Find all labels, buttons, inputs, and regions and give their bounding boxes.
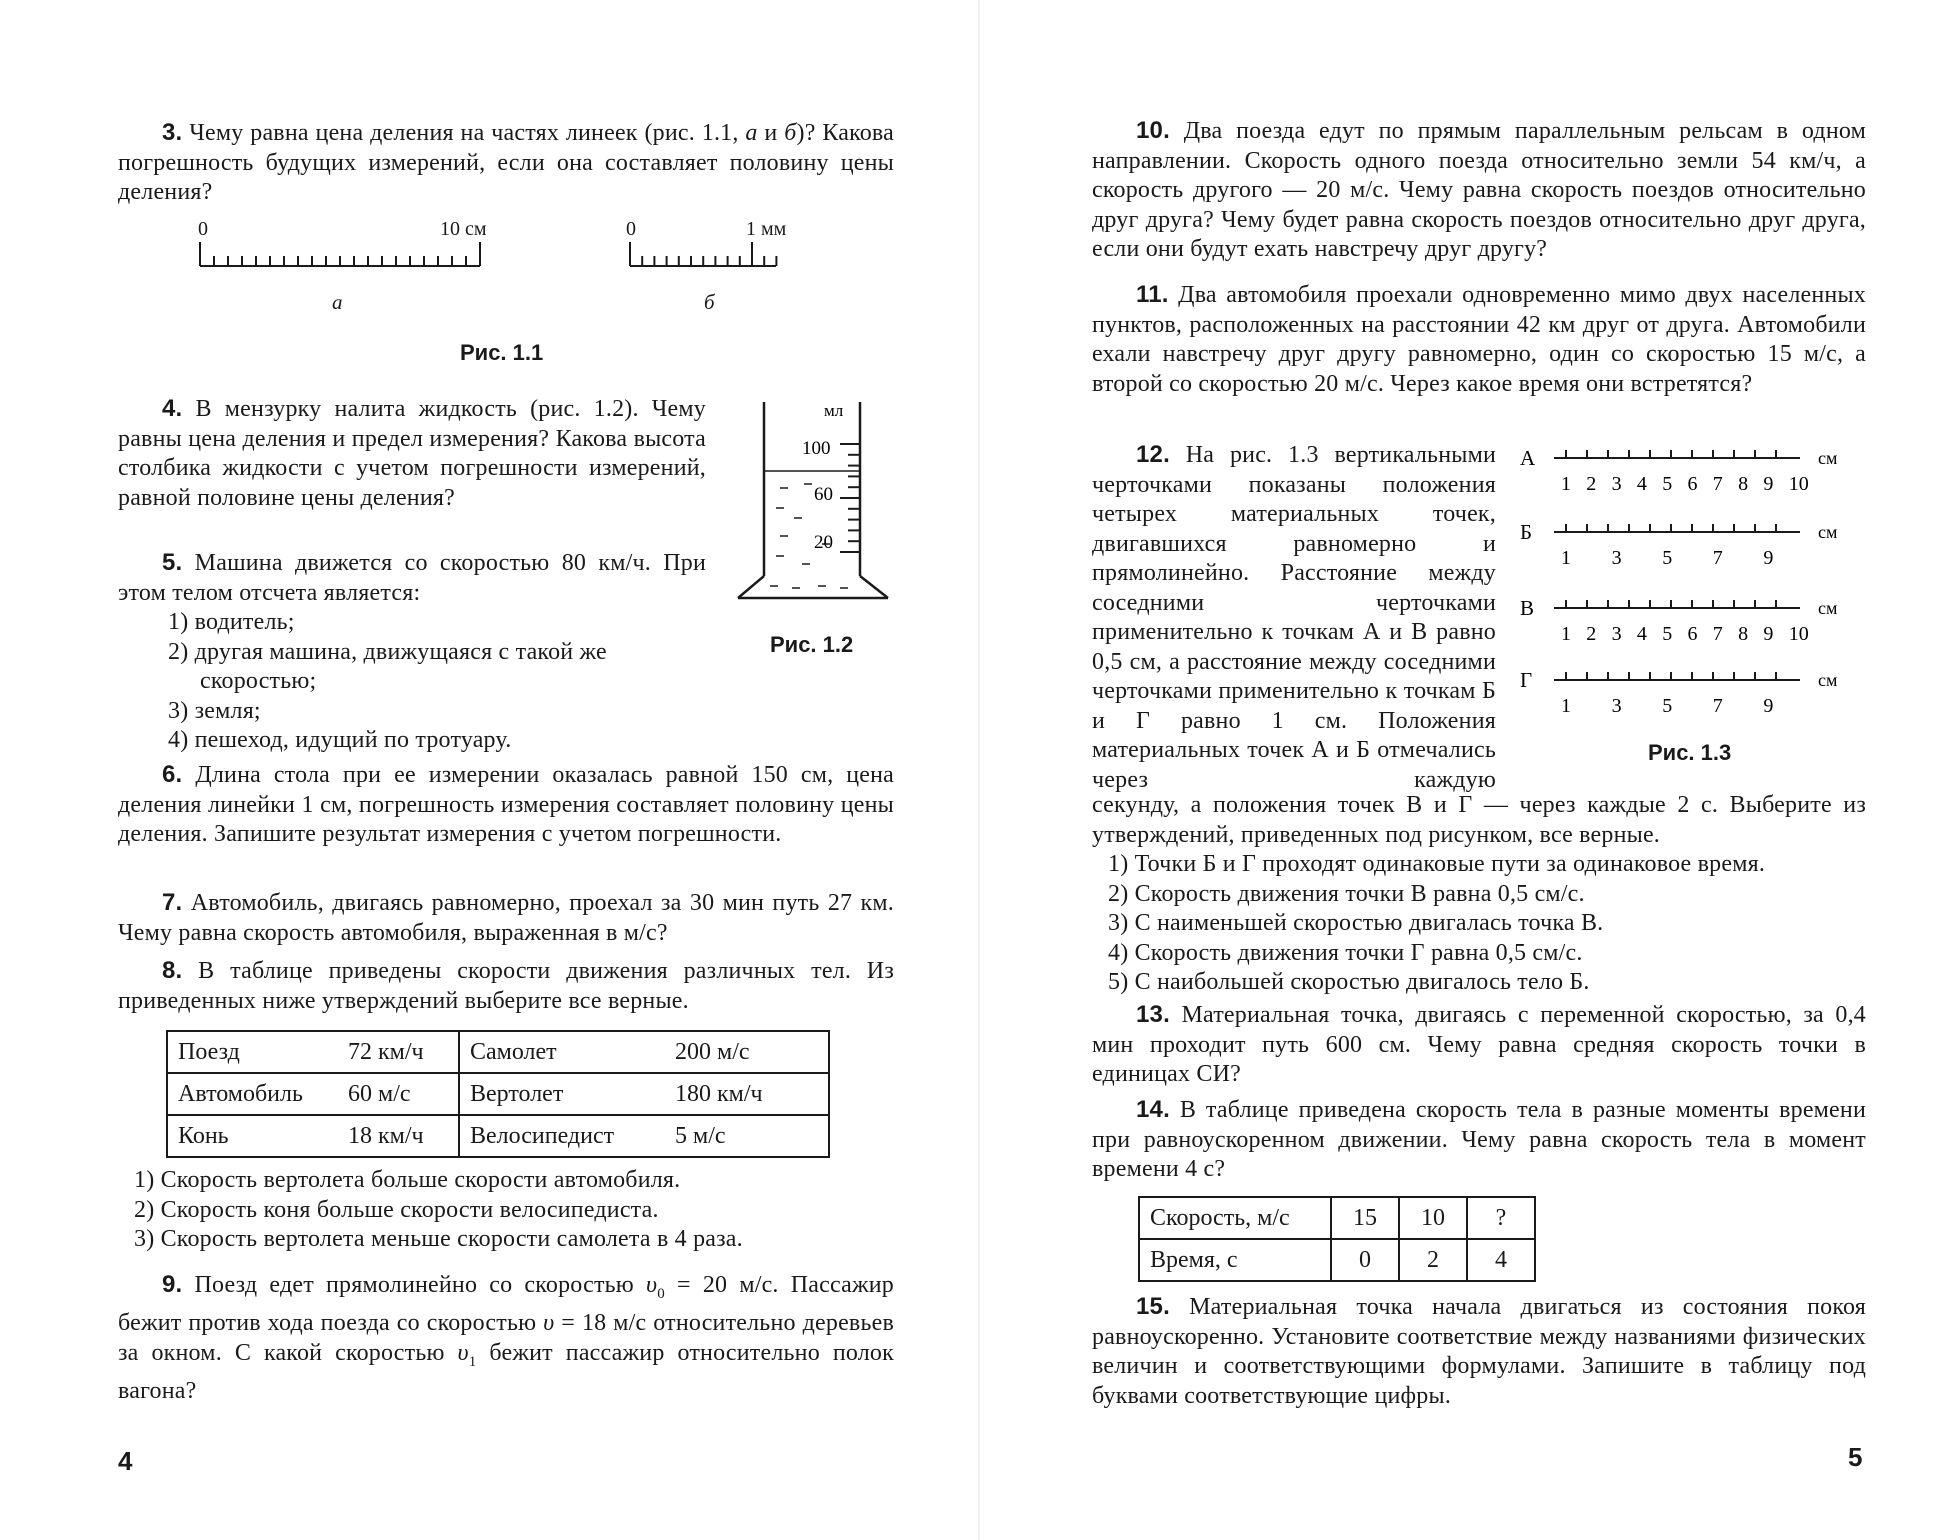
option: 4) Скорость движения точки Г равна 0,5 см/с.: [1108, 939, 1583, 966]
question-3: 3. Чему равна цена деления на частях линеек (рис. 1.1, а и б)? Какова погрешность будущих измерений, если она составляет половину цены деления?: [118, 119, 894, 205]
question-12-options: [1092, 850, 1866, 998]
table-cell: Автомобиль: [167, 1073, 338, 1115]
table-cell: 72 км/ч: [338, 1031, 459, 1073]
question-number: 14.: [1136, 1096, 1170, 1123]
figure-1-3-caption: Рис. 1.3: [1648, 740, 1732, 765]
option: 3) земля;: [168, 697, 261, 724]
tick-label: 9: [1763, 623, 1774, 645]
question-number: 8.: [162, 957, 183, 984]
table-cell: Время, с: [1139, 1239, 1331, 1281]
tick-label: 3: [1611, 473, 1622, 495]
question-4: 4. В мензурку налита жидкость (рис. 1.2). Чему равны цена деления и предел измерения? Какова высота столбика жидкости с учетом погрешности измерений, равной половине цены деления?: [118, 395, 706, 511]
question-6: 6. Длина стола при ее измерении оказалась равной 150 см, цена деления линейки 1 см, погрешность измерения составляет половину цены деления. Запишите результат измерения с учетом погрешности.: [118, 761, 894, 847]
table-cell: Конь: [167, 1115, 338, 1157]
figure-1-2-caption: Рис. 1.2: [770, 632, 854, 657]
question-7: 7. Автомобиль, двигаясь равномерно, проехал за 30 мин путь 27 км. Чему равна скорость автомобиля, выраженная в м/с?: [118, 889, 894, 946]
ruler-a-end-label: 10 см: [440, 218, 487, 240]
tick-label: 9: [1763, 547, 1774, 569]
question-14: 14. В таблице приведена скорость тела в разные моменты времени при равноускоренном движении. Чему равна скорость тела в момент времени 4 с?: [1092, 1096, 1866, 1182]
statement: 2) Скорость коня больше скорости велосипедиста.: [134, 1196, 659, 1223]
table-row: [167, 1115, 829, 1157]
question-number: 13.: [1136, 1001, 1170, 1028]
question-8: 8. В таблице приведены скорости движения различных тел. Из приведенных ниже утверждений выберите все верные.: [118, 957, 894, 1014]
table-cell: 18 км/ч: [338, 1115, 459, 1157]
unit-label: см: [1818, 522, 1838, 542]
table-row: [167, 1073, 829, 1115]
ruler-a-start-label: 0: [198, 218, 208, 240]
beaker-label-20: 20: [814, 532, 833, 553]
option: 2) Скорость движения точки В равна 0,5 см/с.: [1108, 880, 1585, 907]
table-cell: Велосипедист: [459, 1115, 665, 1157]
tick-label: 3: [1611, 547, 1622, 569]
tick-label: 2: [1586, 623, 1597, 645]
tick-label: 7: [1712, 473, 1723, 495]
question-number: 15.: [1136, 1293, 1170, 1320]
question-12-continued: секунду, а положения точек В и Г — через каждые 2 с. Выберите из утверждений, приведенных под рисунком, все верные. 1) Точки Б и Г проходят одинаковые пути за одинаковое время. 2) Скорость движения точки В равна 0,5 см/с. 3) С наименьшей скоростью двигалась точка В. 4) Скорость движения точки Г равна 0,5 см/с. 5) С наибольшей скоростью двигалось тело Б.: [1092, 791, 1866, 998]
ruler-b-start-label: 0: [626, 218, 636, 240]
question-number: 7.: [162, 889, 183, 916]
beaker-unit-label: мл: [824, 401, 844, 420]
question-number: 12.: [1136, 441, 1170, 468]
ruler-b: [628, 240, 788, 274]
table-cell: 200 м/с: [665, 1031, 829, 1073]
question-5-options: [118, 608, 706, 756]
option: 3) С наименьшей скоростью двигалась точка В.: [1108, 910, 1604, 936]
tick-label: 6: [1687, 623, 1698, 645]
tick-label: 5: [1662, 623, 1673, 645]
tick-label: 7: [1712, 547, 1723, 569]
table-cell: 10: [1399, 1197, 1467, 1239]
tick-label: 8: [1738, 623, 1749, 645]
table-row: [1139, 1239, 1535, 1281]
tick-label: 1: [1561, 695, 1571, 717]
tick-label: 9: [1763, 473, 1774, 495]
table-cell: Скорость, м/с: [1139, 1197, 1331, 1239]
question-11: 11. Два автомобиля проехали одновременно мимо двух населенных пунктов, расположенных на расстоянии 42 км друг от друга. Автомобили ехали навстречу друг другу равномерно, один со скоростью 15 м/с, а второй со скоростью 20 м/с. Через какое время они встретятся?: [1092, 281, 1866, 397]
unit-label: см: [1818, 670, 1838, 690]
question-number: 11.: [1136, 281, 1169, 308]
table-cell: 5 м/с: [665, 1115, 829, 1157]
figure-1-1-caption: Рис. 1.1: [460, 340, 544, 365]
beaker-label-100: 100: [802, 438, 831, 459]
ruler-a: [198, 240, 488, 274]
question-number: 3.: [162, 119, 183, 146]
question-10: 10. Два поезда едут по прямым параллельным рельсам в одном направлении. Скорость одного поезда относительно земли 54 км/ч, а скорость другого — 20 м/с. Чему равна скорость поездов относительно друг друга? Чему будет равна скорость поездов относительно друг друга, если они будут ехать навстречу друг другу?: [1092, 117, 1866, 262]
option: 4) пешеход, идущий по тротуару.: [168, 727, 512, 753]
table-cell: 15: [1331, 1197, 1399, 1239]
question-number: 9.: [162, 1271, 183, 1298]
speeds-table: [166, 1030, 830, 1158]
tick-label: 5: [1662, 547, 1673, 569]
tick-label: 4: [1636, 623, 1647, 645]
tick-label: 1: [1561, 547, 1571, 569]
table-row: [167, 1031, 829, 1073]
tick-label: 5: [1662, 695, 1673, 717]
table-cell: ?: [1467, 1197, 1535, 1239]
tick-label: 8: [1738, 473, 1749, 495]
ruler-b-end-label: 1 мм: [746, 218, 787, 240]
point-letter: Б: [1520, 520, 1533, 544]
option: 1) Точки Б и Г проходят одинаковые пути за одинаковое время.: [1108, 851, 1766, 877]
question-number: 6.: [162, 761, 183, 788]
tick-label: 2: [1586, 473, 1597, 495]
question-15: 15. Материальная точка начала двигаться из состояния покоя равноускоренно. Установите соответствие между названиями физических величин и соответствующими формулами. Запишите в таблицу под буквами соответствующие цифры.: [1092, 1293, 1866, 1409]
beaker-figure: [732, 396, 902, 606]
tick-label: 1: [1561, 473, 1571, 495]
ruler-b-sublabel: б: [704, 290, 715, 314]
statement: 1) Скорость вертолета больше скорости автомобиля.: [134, 1167, 681, 1193]
tick-label: 10: [1788, 473, 1809, 495]
tick-label: 7: [1712, 623, 1723, 645]
tick-label: 3: [1611, 623, 1622, 645]
table-row: [1139, 1197, 1535, 1239]
question-12: 12. На рис. 1.3 вертикальными черточками показаны положения четырех материальных точек, двигавшихся равномерно и прямолинейно. Расстояние между соседними черточками применительно к точкам А и В равно 0,5 см, а расстояние между соседними черточками применительно к точкам Б и Г равно 1 см. Положения материальных точек А и Б отмечались через каждую: [1092, 441, 1496, 793]
ruler-a-sublabel: а: [332, 290, 343, 314]
tick-label: 3: [1611, 695, 1622, 717]
table-cell: 60 м/с: [338, 1073, 459, 1115]
table-cell: 0: [1331, 1239, 1399, 1281]
table-cell: 2: [1399, 1239, 1467, 1281]
question-5: 5. Машина движется со скоростью 80 км/ч. При этом телом отсчета является: 1) водитель; 2) другая машина, движущаяся с такой же скоростью; 3) земля; 4) пешеход, идущий по тротуару.: [118, 548, 706, 756]
table-cell: Самолет: [459, 1031, 665, 1073]
unit-label: см: [1818, 598, 1838, 618]
tick-label: 6: [1687, 473, 1698, 495]
speed-time-table: [1138, 1196, 1536, 1282]
table-cell: 180 км/ч: [665, 1073, 829, 1115]
question-number: 10.: [1136, 117, 1170, 144]
beaker-label-60: 60: [814, 484, 833, 505]
question-number: 4.: [162, 395, 183, 422]
figure-1-3: [1520, 440, 1860, 730]
tick-label: 9: [1763, 695, 1774, 717]
point-letter: В: [1520, 596, 1535, 620]
table-cell: 4: [1467, 1239, 1535, 1281]
question-9: 9. Поезд едет прямолинейно со скоростью $\upsilon_0 = 20$ м/с. Пассажир бежит против хода поезда со скоростью υ = 18 м/с относительно деревьев за окном. С какой скоростью $\upsilon_1$ бежит пассажир относительно полок вагона?: [118, 1271, 894, 1405]
tick-label: 1: [1561, 623, 1571, 645]
table-cell: Поезд: [167, 1031, 338, 1073]
unit-label: см: [1818, 448, 1838, 468]
tick-label: 4: [1636, 473, 1647, 495]
tick-label: 10: [1788, 623, 1809, 645]
table-cell: Вертолет: [459, 1073, 665, 1115]
option: 1) водитель;: [168, 609, 295, 635]
question-8-statements: [118, 1166, 894, 1255]
page-number: 4: [118, 1446, 133, 1476]
statement: 3) Скорость вертолета меньше скорости самолета в 4 раза.: [134, 1226, 743, 1252]
question-13: 13. Материальная точка, двигаясь с переменной скоростью, за 0,4 мин проходит путь 600 см. Чему равна средняя скорость точки в единицах СИ?: [1092, 1001, 1866, 1087]
point-letter: Г: [1520, 668, 1533, 692]
option: 2) другая машина, движущаяся с такой же скоростью;: [168, 638, 607, 694]
tick-label: 7: [1712, 695, 1723, 717]
point-letter: А: [1520, 446, 1536, 470]
right-page: [980, 0, 1956, 1540]
option: 5) С наибольшей скоростью двигалось тело Б.: [1108, 969, 1590, 995]
page-number: 5: [1848, 1442, 1863, 1472]
question-number: 5.: [162, 549, 183, 576]
tick-label: 5: [1662, 473, 1673, 495]
